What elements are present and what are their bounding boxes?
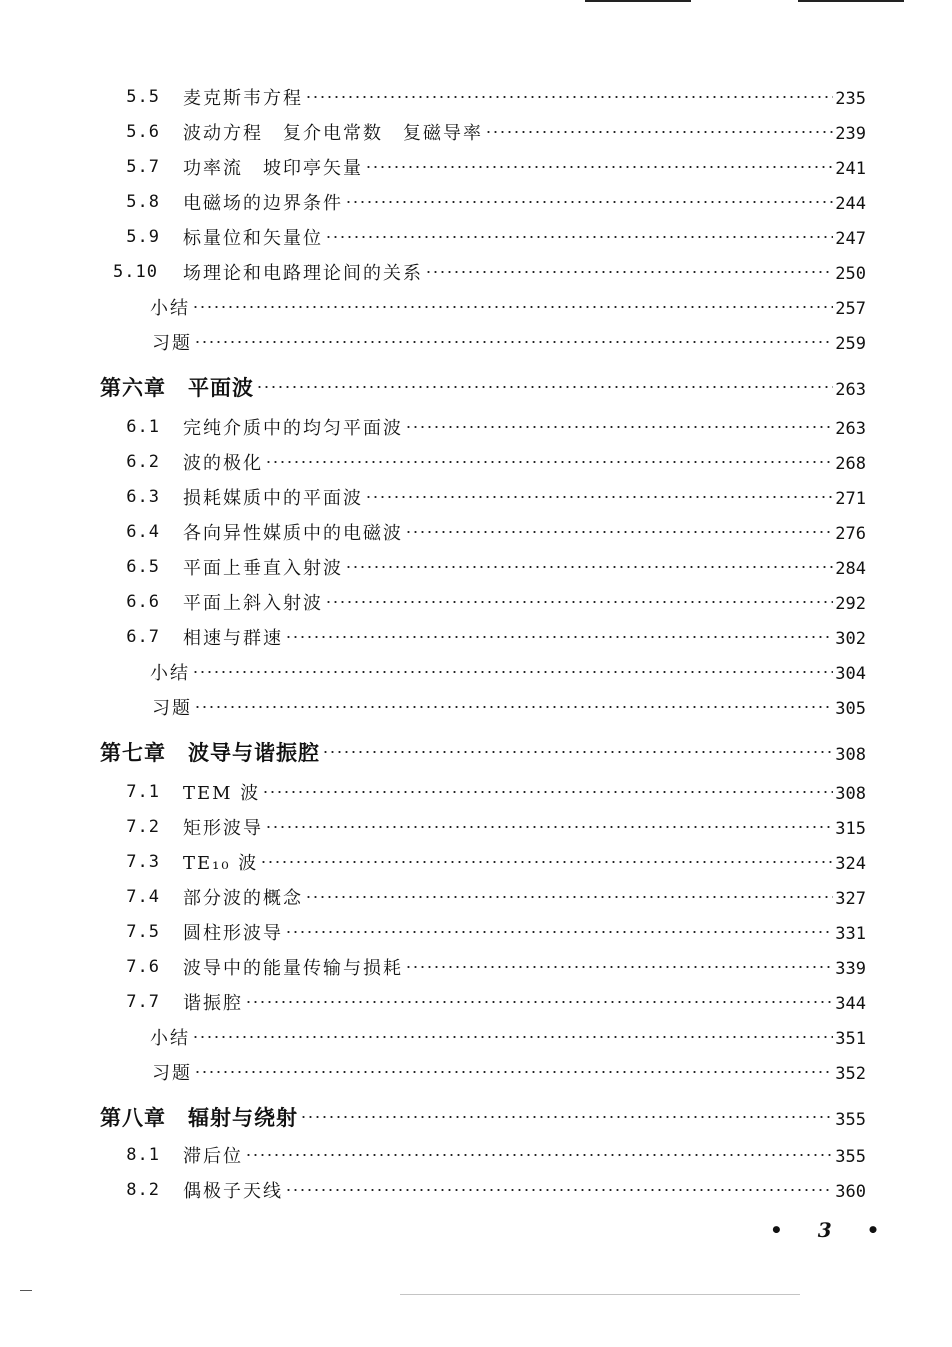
dot-leader [285,635,833,639]
section-title: 功率流 坡印亭矢量 [183,158,363,179]
section-title: 矩形波导 [183,818,263,839]
entry-line [183,1142,866,1168]
page-ref: 235 [835,89,866,109]
dot-leader [265,825,833,829]
page-ref: 259 [835,334,866,354]
page-ref: 250 [835,264,866,284]
entry-line [183,84,866,110]
section-number: 6.7 [126,627,160,647]
dot-leader [262,790,833,794]
toc-entry [0,1175,952,1205]
section-number: 5.8 [126,192,160,212]
page-ref: 276 [835,524,866,544]
page-ref: 263 [835,380,866,400]
dot-leader [405,530,833,534]
entry-line [183,779,866,805]
toc-entry [0,117,952,147]
section-number: 6.5 [126,557,160,577]
section-title: 小结 [150,1028,190,1049]
entry-line [152,329,866,355]
chapter-title: 第六章 平面波 [100,376,254,400]
dot-leader [260,860,833,864]
section-title: 谐振腔 [183,993,243,1014]
entry-line [150,1024,866,1050]
chapter-title: 第七章 波导与谐振腔 [100,741,320,765]
dot-leader [305,895,833,899]
toc-entry [0,257,952,287]
section-number: 6.2 [126,452,160,472]
section-title: 标量位和矢量位 [183,228,323,249]
section-number: 7.5 [126,922,160,942]
dot-leader [194,1070,833,1074]
section-title: 习题 [152,698,192,719]
dot-leader [192,305,833,309]
entry-line [100,1102,866,1132]
toc-entry [0,187,952,217]
section-title: 部分波的概念 [183,888,303,909]
section-number: 6.1 [126,417,160,437]
dot-leader [325,600,833,604]
entry-line [100,737,866,767]
scan-mark [400,1294,800,1295]
page-ref: 239 [835,124,866,144]
toc-entry [0,1022,952,1052]
page-ref: 263 [835,419,866,439]
dot-leader [485,130,833,134]
page-ref: 308 [835,745,866,765]
section-number: 5.10 [113,262,158,282]
section-number: 7.6 [126,957,160,977]
dot-leader [300,1115,833,1119]
section-number: 7.2 [126,817,160,837]
toc-entry [0,327,952,357]
toc-entry [0,777,952,807]
scan-mark [20,1290,32,1291]
page-ref: 339 [835,959,866,979]
entry-line [183,414,866,440]
top-rule-right [798,0,904,2]
toc-entry [0,82,952,112]
entry-line [150,659,866,685]
dot-leader [285,1188,833,1192]
toc-entry [0,987,952,1017]
toc-entry [0,657,952,687]
entry-line [183,1177,866,1203]
chapter-title: 第八章 辐射与绕射 [100,1106,298,1130]
section-number: 8.1 [126,1145,160,1165]
page-ref: 302 [835,629,866,649]
section-title: 偶极子天线 [183,1181,283,1202]
entry-line [183,884,866,910]
page-ref: 292 [835,594,866,614]
page-ref: 305 [835,699,866,719]
entry-line [183,919,866,945]
entry-line [183,589,866,615]
section-number: 7.7 [126,992,160,1012]
entry-line [183,259,866,285]
page-ref: 360 [835,1182,866,1202]
entry-line [183,449,866,475]
dot-leader [192,1035,833,1039]
toc-entry [0,812,952,842]
dot-leader [265,460,833,464]
toc-entry [0,847,952,877]
page-ref: 331 [835,924,866,944]
entry-line [152,694,866,720]
page-ref: 327 [835,889,866,909]
toc-entry [0,552,952,582]
entry-line [183,224,866,250]
dot-leader [192,670,833,674]
section-title: 圆柱形波导 [183,923,283,944]
toc-entry [0,222,952,252]
section-title: 平面上垂直入射波 [183,558,343,579]
section-title: TEM 波 [183,783,261,804]
dot-leader [194,340,833,344]
entry-line [150,294,866,320]
dot-leader [322,750,833,754]
dot-leader [245,1153,833,1157]
entry-line [183,154,866,180]
dot-leader [405,965,833,969]
section-number: 5.5 [126,87,160,107]
toc-entry [0,882,952,912]
entry-line [183,519,866,545]
page-ref: 355 [835,1147,866,1167]
toc-chapter-entry [0,372,952,402]
entry-line [183,119,866,145]
section-number: 5.6 [126,122,160,142]
dot-leader [365,495,833,499]
section-number: 7.4 [126,887,160,907]
section-title: 习题 [152,1063,192,1084]
section-number: 8.2 [126,1180,160,1200]
top-rule-left [585,0,691,2]
entry-line [183,989,866,1015]
section-title: 麦克斯韦方程 [183,88,303,109]
section-number: 6.4 [126,522,160,542]
section-title: 电磁场的边界条件 [183,193,343,214]
section-title: 损耗媒质中的平面波 [183,488,363,509]
toc-entry [0,587,952,617]
section-title: 滞后位 [183,1146,243,1167]
page-ref: 268 [835,454,866,474]
toc-entry [0,482,952,512]
dot-leader [325,235,833,239]
dot-leader [245,1000,833,1004]
page-ref: 244 [835,194,866,214]
section-title: 小结 [150,663,190,684]
dot-leader [405,425,833,429]
toc-entry [0,292,952,322]
page-ref: 241 [835,159,866,179]
page-ref: 352 [835,1064,866,1084]
toc-entry [0,952,952,982]
section-number: 5.7 [126,157,160,177]
toc-chapter-entry [0,1102,952,1132]
page-ref: 271 [835,489,866,509]
page-ref: 284 [835,559,866,579]
toc-entry [0,152,952,182]
section-title: 各向异性媒质中的电磁波 [183,523,403,544]
section-title: 平面上斜入射波 [183,593,323,614]
page-ref: 344 [835,994,866,1014]
dot-leader [194,705,833,709]
dot-leader [345,565,833,569]
page-number: • 3 • [770,1218,894,1242]
entry-line [183,624,866,650]
page-ref: 304 [835,664,866,684]
entry-line [152,1059,866,1085]
page-ref: 355 [835,1110,866,1130]
section-title: 波动方程 复介电常数 复磁导率 [183,123,483,144]
entry-line [100,372,866,402]
toc-chapter-entry [0,737,952,767]
section-title: 小结 [150,298,190,319]
page-ref: 257 [835,299,866,319]
entry-line [183,554,866,580]
page-ref: 315 [835,819,866,839]
toc-entry [0,1057,952,1087]
toc-entry [0,1140,952,1170]
section-number: 5.9 [126,227,160,247]
entry-line [183,189,866,215]
section-number: 7.3 [126,852,160,872]
toc-entry [0,447,952,477]
dot-leader [425,270,833,274]
page-ref: 247 [835,229,866,249]
section-number: 7.1 [126,782,160,802]
section-title: 相速与群速 [183,628,283,649]
section-number: 6.3 [126,487,160,507]
dot-leader [256,385,833,389]
section-number: 6.6 [126,592,160,612]
dot-leader [365,165,833,169]
dot-leader [345,200,833,204]
entry-line [183,849,866,875]
section-title: 波导中的能量传输与损耗 [183,958,403,979]
dot-leader [305,95,833,99]
section-title: 波的极化 [183,453,263,474]
page-ref: 351 [835,1029,866,1049]
section-title: TE₁₀ 波 [183,853,259,874]
entry-line [183,954,866,980]
toc-entry [0,517,952,547]
toc-entry [0,622,952,652]
section-title: 习题 [152,333,192,354]
toc-entry [0,692,952,722]
page-ref: 308 [835,784,866,804]
dot-leader [285,930,833,934]
toc-entry [0,412,952,442]
entry-line [183,814,866,840]
entry-line [183,484,866,510]
toc-entry [0,917,952,947]
section-title: 完纯介质中的均匀平面波 [183,418,403,439]
page-ref: 324 [835,854,866,874]
section-title: 场理论和电路理论间的关系 [183,263,423,284]
